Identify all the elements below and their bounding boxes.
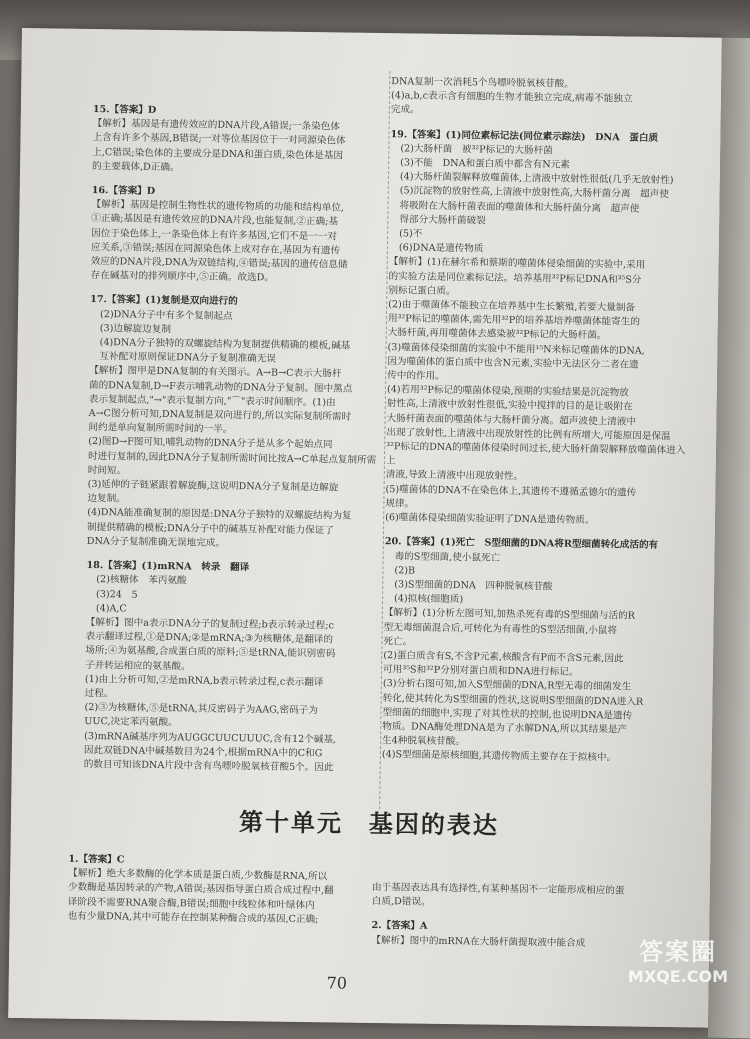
answer-line: 19.【答案】(1)同位素标记法(同位素示踪法) DNA 蛋白质	[390, 128, 659, 144]
text-line: ①正确;基因是有遗传效应的DNA片段,也能复制,②正确;基	[91, 213, 339, 228]
question-q15	[92, 103, 388, 178]
text-line: 的数目可知该DNA片段中含有鸟嘌呤脱氧核苷酸5个。因此	[83, 758, 334, 774]
right-column	[382, 75, 697, 777]
text-line: (5)噬菌体的DNA不在染色体上,其遗传不遵循孟德尔的遗传	[385, 483, 637, 499]
text-line: 得部分大肠杆菌破裂	[399, 214, 486, 227]
question-q20	[382, 535, 690, 766]
text-line: (4)拟核(细胞质)	[393, 593, 464, 606]
text-line: (5)沉淀物的放射性高,上清液中放射性高,大肠杆菌分离 超声使	[399, 185, 669, 201]
text-line: (2)蛋白质含有S,不含P元素,核酸含有P而不含S元素,因此	[383, 650, 624, 665]
text-line: 【解析】图中的mRNA在大肠杆菌提取液中能合成	[371, 934, 586, 949]
text-line: (3)边解旋边复制	[99, 322, 172, 335]
text-line: 白质,D错误。	[371, 896, 431, 908]
text-line: (2)图D→F图可知,哺乳动物的DNA分子是从多个起始点同	[88, 436, 333, 451]
text-line: (4)DNA能准确复制的原因是:DNA分子独特的双螺旋结构为复	[87, 507, 352, 523]
text-line: 【解析】图甲是DNA复制的有关图示。A→B→C表示大肠杆	[89, 365, 342, 380]
text-line: DNA复制一次消耗5个鸟嘌呤脱氧核苷酸。	[391, 76, 574, 90]
question-q19	[385, 128, 696, 530]
text-line: 用³²P标记的噬菌体,需先用³²P的培养基培养噬菌体能寄生的	[387, 313, 641, 328]
unit-left-column	[67, 853, 368, 928]
text-line: 应关系,③错误;基因在同源染色体上成对存在,基因为有遗传	[90, 241, 341, 257]
text-line: (6)噬菌体侵染细菌实验证明了DNA是遗传物质。	[385, 512, 595, 527]
text-line: (6)DNA是遗传物质	[398, 242, 484, 255]
question-q17	[87, 293, 386, 553]
answer-line: 17.【答案】(1)复制是双向进行的	[90, 294, 238, 308]
text-line: 由于基因表达具有选择性,有某种基因不一定能形成相应的蛋	[371, 881, 625, 897]
watermark-text: 答案圈	[639, 938, 717, 966]
text-line: 时进行复制的,因此DNA分子复制所需时间比按A→C单起点复制所需时间短。	[87, 450, 377, 477]
text-line: 完成。	[390, 104, 420, 116]
question-q18	[84, 559, 382, 776]
text-line: 转化,使其转化为S型细菌的性状,这说明S型细菌的DNA进入R	[382, 692, 644, 708]
text-line: (5)不	[399, 228, 423, 240]
text-line: 上,C错误;染色体的主要成分是DNA和蛋白质,染色体是基因	[92, 146, 344, 162]
text-line: 制提供精确的模板;DNA分子中的碱基互补配对能力保证了	[86, 521, 334, 537]
text-line: (4)A,C	[95, 602, 127, 615]
text-line: 毒的S型细菌,使小鼠死亡	[394, 550, 501, 564]
text-line: 过程。	[84, 687, 114, 700]
text-line: 大肠杆菌,再用噬菌体去感染被³²P标记的大肠杆菌。	[387, 327, 607, 342]
text-line: (4)S型细菌是原核细胞,其遗传物质主要存在于拟核中。	[381, 749, 617, 764]
text-line: 的实验方法是同位素标记法。培养基用³²P标记DNA和³⁵S分	[388, 270, 642, 286]
answer-line: 16.【答案】D	[91, 185, 156, 197]
text-line: 互补配对原则保证DNA分子复制准确无误	[99, 351, 276, 365]
adjacent-page-edge	[708, 38, 750, 1039]
text-line: 间约是单向复制所需时间的一半。	[88, 422, 233, 436]
text-line: 上含有许多个基因,B错误;一对等位基因位于一对同源染色体	[92, 132, 346, 147]
text-line: (4)大肠杆菌裂解释放噬菌体,上清液中放射性很低(几乎无放射性)	[399, 171, 674, 187]
answer-line: 15.【答案】D	[92, 103, 157, 116]
text-line: 子并转运相应的氨基酸。	[85, 659, 191, 672]
text-line: 存在碱基对的排列顺序中,⑤正确。故选D。	[90, 270, 275, 284]
watermark-logo	[618, 936, 738, 994]
text-line: 规律。	[385, 498, 415, 510]
text-line: ³²P标记的DNA的噬菌体侵染时间过长,使大肠杆菌裂解释放噬菌体进入上	[385, 441, 686, 467]
left-column	[83, 103, 387, 786]
text-line: 因为噬菌体的蛋白质中也含N元素,实验中无法区分二者在遗	[387, 355, 639, 371]
text-line: 也有少量DNA,其中可能存在控制某种酶合成的基因,C正确;	[67, 910, 319, 926]
answer-line: 2.【答案】A	[371, 920, 428, 933]
text-line: (3)分析右图可知,加入S型细菌的DNA,R型无毒的细菌发生	[382, 678, 632, 693]
text-line: 大肠杆菌表面的噬菌体与大肠杆菌分离。超声波使上清液中	[386, 412, 637, 428]
text-line: 【解析】图中a表示DNA分子的复制过程;b表示转录过程;c	[85, 616, 334, 632]
text-line: 死亡。	[383, 635, 413, 648]
text-line: 表示翻译过程,①是DNA;②是mRNA;③为核糖体,是翻译的	[85, 631, 334, 646]
text-line: (2)核糖体 苯丙氨酸	[96, 574, 187, 587]
text-line: 将吸附在大肠杆菌表面的噬菌体和大肠杆菌分离 超声使	[399, 199, 640, 215]
text-line: 【解析】(1)在赫尔希和蔡斯的噬菌体侵染细菌的实验中,采用	[388, 256, 646, 272]
text-line: (3)延伸的子链紧跟着解旋酶,这说明DNA分子复制是边解旋	[87, 479, 339, 494]
answer-line: 18.【答案】(1)mRNA 转录 翻译	[86, 560, 250, 574]
text-line: 射性高,上清液中放射性很低,实验中搅拌的目的是让吸附在	[386, 398, 633, 414]
page-number: 70	[326, 973, 348, 993]
text-line: DNA分子复制准确无误地完成。	[86, 535, 226, 549]
book-page	[8, 28, 722, 1028]
text-line: (3)S型细菌的DNA 四种脱氧核苷酸	[394, 579, 553, 593]
text-line: 【解析】基因是有遗传效应的DNA片段,A错误;一条染色体	[92, 118, 341, 133]
text-line: 可用³⁵S和³²P分别对蛋白质和DNA进行标记。	[382, 664, 579, 678]
text-line: (4)DNA分子独特的双螺旋结构为复制提供精确的模板,碱基	[99, 337, 351, 352]
text-line: 物质。DNA酶处理DNA是为了水解DNA,所以其结果是产	[382, 721, 628, 736]
text-line: 【解析】基因是控制生物性状的遗传物质的功能和结构单位,	[91, 199, 345, 214]
text-line: (4)若用³²P标记的噬菌体侵染,预期的实验结果是沉淀物放	[386, 384, 629, 399]
text-line: (2)③为核糖体,⑤是tRNA,其反密码子为AAG,密码子为	[84, 702, 318, 717]
text-line: (2)DNA分子中有多个复制起点	[99, 308, 233, 322]
text-line: (3)24 5	[96, 588, 138, 601]
text-line: 型无毒细菌混合后,可转化为有毒性的S型活细菌,小鼠将	[383, 621, 618, 636]
text-line: 生4种脱氧核苷酸。	[382, 735, 466, 748]
unit-title: 第十单元 基因的表达	[238, 807, 500, 840]
text-line: 因此双链DNA中碱基数目为24个,根据mRNA中的C和G	[83, 744, 323, 759]
watermark-url: MXQE.COM	[627, 967, 729, 986]
text-line: (3)mRNA碱基序列为AUGGCUUCUUUC,含有12个碱基,	[84, 730, 337, 745]
text-line: 的主要载体,D正确。	[91, 160, 180, 174]
text-line: (2)由于噬菌体不能独立在培养基中生长繁殖,若要大量制备	[388, 299, 636, 314]
text-line: (1)由上分析可知,②是mRNA,b表示转录过程,c表示翻译	[84, 673, 324, 688]
text-line: 【解析】绝大多数酶的化学本质是蛋白质,少数酶是RNA,所以	[68, 867, 328, 883]
text-line: (3)不能 DNA和蛋白质中都含有N元素	[400, 157, 570, 171]
question-q16	[90, 184, 386, 288]
text-line: A→C图分析可知,DNA复制是双向进行的,所以实际复制所需时	[88, 408, 352, 423]
text-line: 传中的作用。	[387, 370, 445, 382]
text-line: (4)a,b,c表示含有细胞的生物才能独立完成,病毒不能独立	[391, 90, 633, 105]
text-line: 菌的DNA复制,D→F表示哺乳动物的DNA分子复制。图中黑点	[88, 379, 353, 395]
question-q18-cont	[391, 75, 697, 122]
text-line: 译阶段不需要RNA聚合酶,B错误;细胞中线粒体和叶绿体内	[67, 896, 315, 911]
text-line: 少数酶是基因转录的产物,A错误;基因指导蛋白质合成过程中,翻	[67, 882, 334, 897]
text-line: 效应的DNA片段,DNA为双链结构,④错误;基因的遗传信息储	[90, 256, 348, 271]
text-line: 【解析】(1)分析左图可知,加热杀死有毒的S型细菌与活的R	[383, 607, 636, 622]
answer-line: 20.【答案】(1)死亡 S型细菌的DNA将R型细菌转化成活的有	[384, 536, 659, 552]
text-line: 清液,导致上清液中出现放射性。	[385, 469, 524, 483]
answer-line: 1.【答案】C	[68, 853, 125, 866]
text-line: 表示复制起点,"→"表示复制方向,"⌒"表示时间顺序。(1)由	[88, 393, 336, 409]
text-line: 别标记蛋白质。	[388, 284, 456, 297]
text-line: (2)B	[394, 564, 416, 577]
text-line: 因位于染色体上,一条染色体上有许多基因,它们不是一一对	[91, 227, 338, 243]
text-line: 边复制。	[87, 493, 126, 505]
text-line: UUC,决定苯丙氨酸。	[84, 716, 178, 729]
text-line: 场所;④为氨基酸,合成蛋白质的原料;⑤是tRNA,能识别密码	[85, 645, 336, 660]
text-line: 型细菌的细胞中,实现了对其性状的控制,也说明DNA是遗传	[382, 706, 633, 722]
text-line: (2)大肠杆菌 被³²P标记的大肠杆菌	[400, 143, 553, 157]
text-line: (3)噬菌体侵染细菌的实验中不能用¹⁵N来标记噬菌体的DNA,	[387, 341, 645, 357]
text-line: 出现了放射性,上清液中出现放射性的比例有所增大,可能原因是保温	[386, 427, 671, 442]
